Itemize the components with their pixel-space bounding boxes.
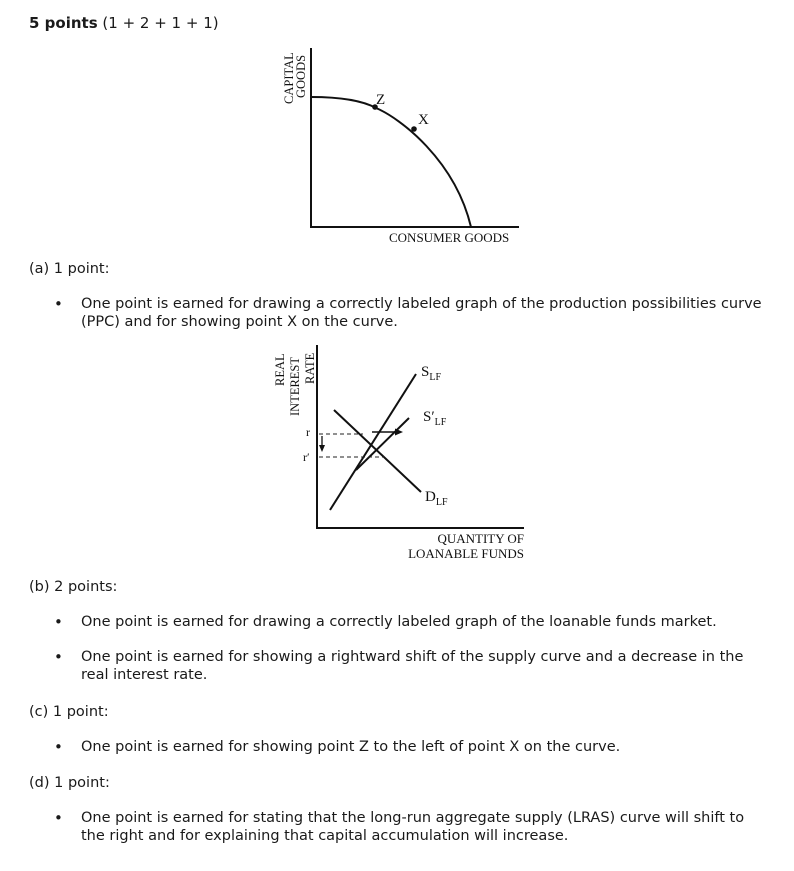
supply-label: $S_{LF}$	[421, 364, 442, 383]
ppc-y-label-1: CAPITAL	[282, 52, 296, 104]
point-z-label: Z	[376, 92, 386, 108]
supply-shifted-label: $S'_{LF}$	[423, 409, 447, 428]
point-x-label: X	[418, 112, 429, 128]
part-d-bullet-1: One point is earned for stating that the long-run aggregate supply (LRAS) curve will shift to the right and for explaining that capital accumulation will increase.	[81, 810, 745, 844]
bullet-dot: •	[54, 809, 63, 827]
demand-label: $D_{LF}$	[425, 489, 448, 508]
part-c-label: (c) 1 point:	[29, 704, 109, 720]
part-b-bullet-1: One point is earned for drawing a correctly labeled graph of the loanable funds market.	[81, 614, 717, 630]
rate-r-label: r	[306, 425, 310, 439]
ppc-x-label: CONSUMER GOODS	[389, 230, 510, 245]
shift-arrow-head	[395, 429, 403, 436]
part-b-label: (b) 2 points:	[29, 579, 118, 595]
part-c-bullet-1: One point is earned for showing point Z to the left of point X on the curve.	[81, 739, 621, 755]
demand-curve	[334, 410, 421, 492]
rate-r-prime-label: r′	[303, 450, 310, 464]
points-label: 5 points	[29, 14, 98, 32]
part-a-bullet-1: One point is earned for drawing a correctly labeled graph of the production possibilities curve (PPC) and for showing point X on the curve.	[81, 296, 762, 330]
part-b-bullet-2: One point is earned for showing a rightward shift of the supply curve and a decrease in the real interest rate.	[81, 649, 744, 683]
part-d-label: (d) 1 point:	[29, 775, 110, 791]
rate-arrow-head	[319, 445, 325, 452]
lf-x-label-1: QUANTITY OF	[437, 531, 524, 546]
ppc-y-label-2: GOODS	[294, 54, 308, 98]
lf-y-label-1: REAL	[273, 353, 287, 386]
points-breakdown: (1 + 2 + 1 + 1)	[102, 14, 219, 32]
supply-curve	[330, 374, 416, 510]
lf-y-label-2: INTEREST	[288, 356, 302, 416]
bullet-dot: •	[54, 648, 63, 666]
bullet-dot: •	[54, 738, 63, 756]
part-a-label: (a) 1 point:	[29, 261, 110, 277]
bullet-dot: •	[54, 295, 63, 313]
lf-y-label-3: RATE	[303, 352, 317, 384]
bullet-dot: •	[54, 613, 63, 631]
lf-x-label-2: LOANABLE FUNDS	[408, 546, 524, 561]
